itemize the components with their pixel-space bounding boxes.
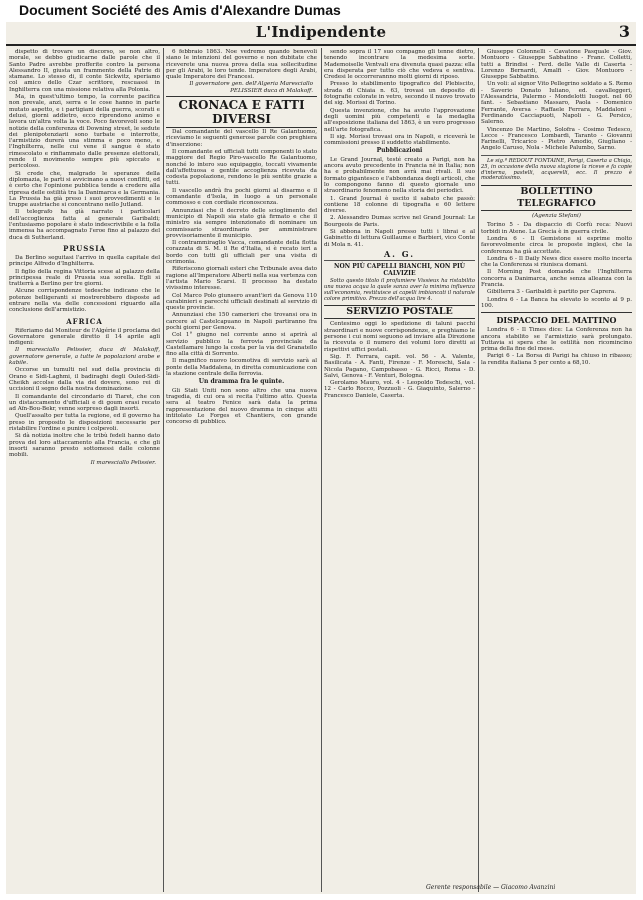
article-paragraph: Il sig. Morissi trovasi ora in Napoli, e riceverà le commissioni presso il suddetto stabilimento. bbox=[324, 133, 475, 147]
advert-notice: Le sig.ª REDOUT FONTAINE, Parigi, Caserta a Chiaja, 25, in occasione della nuova stagione la riceve e fa copie d'interna, pastelli, acquerelli, ecc. Il prezzo è moderatissimo. bbox=[481, 157, 632, 182]
notice-header: NON PIÙ CAPELLI BIANCHI, NON PIÙ CALVIZIE bbox=[333, 263, 466, 277]
article-paragraph: Col 1° giugno nel corrente anno si aprirà al servizio pubblico la ferrovia provinciale da Castellamare lungo la costa per la via del Granatello fino alla città di Sorrento. bbox=[166, 332, 317, 358]
article-paragraph: Il figlio della regina Vittoria scese al palazzo della principessa reale di Prussia sua sorella. Egli si tratterrà a Berlino per tre giorni. bbox=[9, 268, 160, 288]
bulletin-source: (Agenzia Stefani) bbox=[532, 213, 581, 220]
section-header-prussia: PRUSSIA bbox=[63, 243, 106, 253]
article-paragraph: Col Marco Polo giunsero avant'ieri da Genova 110 carabinieri e parecchi ufficiali destinati al servizio di queste provincie. bbox=[166, 292, 317, 312]
article-paragraph: Riferiscono giornali esteri che Tribunale avea dato ragione all'Imperatore Alberti nella sua vertenza con l'artista Mario Scarsi. Il processo ha destato vivissimo interesse. bbox=[166, 266, 317, 292]
column-rule bbox=[321, 48, 322, 892]
footer-gerente: Gerente responsabile — Giacomo Avanzini bbox=[426, 884, 556, 891]
column-1 bbox=[9, 49, 160, 891]
newspaper-page bbox=[6, 22, 636, 894]
section-title-cronaca: CRONACA E FATTI DIVERSI bbox=[166, 96, 317, 128]
article-paragraph: Il contrammiraglio Vacca, comandante della flotta corazzata di S. M. il Re d'Italia, si è recato ieri a bordo con tutti gli ufficiali per una visita di cerimonia. bbox=[166, 240, 317, 266]
article-paragraph: Parigi 6 - La Borsa di Parigi ha chiuso in ribasso; la rendita italiana 5 per cento a 68,10. bbox=[481, 353, 632, 366]
article-paragraph: Ma, in quest'ultimo tempo, la corrente pacifica non prevale, anzi, serra e le cose hanno in parte mutato aspetto, e i partigiani della guerra, scorati e delusi, giorni addietro, ecco riprendono animo e lavora un'altra volta la voce. Poco favorevoli sono le notizie della conferenza di Downing street, le sedute dei plenipotenziarii sono turbate e interrotte, l'armistizio durerà una stimma e poco meno, e l'Inghilterra, nelle cui vene il sangue è stato rimescolato e rinfiammato dalle presenze elettorali, rende il movimento sempre più spiccato e pericoloso. bbox=[9, 94, 160, 170]
section-header-africa: AFRICA bbox=[66, 316, 103, 326]
article-paragraph: Londra 6 - Il Times dice: La Conferenza non ha ancora stabilito se l'armistizio sarà prolungato. Tuttavia si spera che le ostilità non ricomincino prima della fine del mese. bbox=[481, 327, 632, 353]
article-paragraph: Gerolamo Mauro, vol. 4 - Leopoldo Tedeschi, vol. 12 - Carlo Rocco, Pozzuoli - G. Giaquinto, Salerno - Francesco Daniele, Caserta. bbox=[324, 380, 475, 399]
article-paragraph: Il vascello andrà fra pochi giorni al disarmo e il comandante d'Isola, in luogo a un personale commosso e con cordiale riconoscenza. bbox=[166, 187, 317, 207]
article-paragraph: Un voli: al signor Vito Pellegrino soldato a S. Remo - Saverio Donato Iuliano, ed. cavalleggeri, l'Alessandria, Palermo - Mondelotti Iuogot. nel 60 fant. - Sebastiano Massaro, Paola - Domenico Ferrante, Aversa - Raffaele Ferrara, Maddaloni - Ferdinando Cacciapuoti, Napoli - G. Persico, Salerno. bbox=[481, 81, 632, 126]
article-paragraph: Si dà notizia inoltre che le tribù fedeli hanno dato prova del loro attaccamento alla Francia, e che gli insorti saranno presto sottomessi dalle colonne mobili. bbox=[9, 433, 160, 459]
divider bbox=[324, 260, 475, 261]
article-paragraph: Annunziasi che 150 camerieri che trovansi ora in carcere al Castelcapuano in Napoli partiranno fra pochi giorni per Genova. bbox=[166, 312, 317, 331]
masthead-title: L'Indipendente bbox=[255, 23, 387, 41]
column-rule bbox=[163, 48, 164, 892]
article-paragraph: Giuseppe Colonnelli - Cavatone Pasquale - Giov. Montuoro - Giuseppe Sabbatino - Franc. Colletti, tutti a Brindisi - Ferd. delle Valle di Caserta - Lorenzo Bernardi, Amalfi - Giov. Montuoro - Giuseppe Sabbatino. bbox=[481, 49, 632, 81]
article-paragraph: Londra 6 - Il Gemistone si esprime molto favorevolmente circa le proposte inglesi, che la conferenza ha già accettate. bbox=[481, 235, 632, 255]
signature: Il maresciallo Pelissier. bbox=[90, 459, 156, 466]
notice-text: Sotto questo titolo il profumiere Vissieux ha ristabilito una nuova acqua la quale sanza aver la minima influenza sull'economia, restituisce ai capelli imbiancati il naturale colore primitivo. Prezzo dell'acqua lire 4. bbox=[324, 277, 475, 302]
article-paragraph: Da Berlino seguitasi l'arrivo in quella capitale del principe Alfredo d'Inghilterra. bbox=[9, 254, 160, 268]
publications-header: Pubblicazioni bbox=[376, 147, 423, 155]
article-paragraph: Si crede che, malgrado le speranze della diplomazia, le parti si avvicinano a nuovi conflitti, ed è certo che l'opinione pubblica tende a credere alla ripresa delle ostilità tra la Danimarca e la Germania. La Prussia ha già preso i suoi provvedimenti e le truppe austriache si concentrano nello Jutland. bbox=[9, 170, 160, 209]
article-paragraph: sendo sopra il 17 suo compagno gli tenne dietro, tenendo incontrare la medesima sorte. Mademoiselle Ventvali era divenuta quasi pazza: ella era disperata per tutto ciò che vedeva e sentiva. Credesi le occorrerannno molti giorni di riposo. bbox=[324, 49, 475, 81]
column-rule bbox=[478, 48, 479, 892]
column-2 bbox=[166, 49, 317, 891]
article-paragraph: Annunziasi che il decreto delle scioglimento del municipio di Napoli sia stato già firmato e che il ministro sia sempre intenzionato di nominare un commissario straordinario per amministrare provvisoriamente il municipio. bbox=[166, 207, 317, 239]
author-initials: A. G. bbox=[383, 248, 416, 259]
article-paragraph: Il magnifico nuovo locomotiva di servizio sarà al ponte della Maddalena, in diretta comunicazione con la stazione centrale della ferrovia. bbox=[166, 358, 317, 378]
column-3 bbox=[324, 49, 475, 891]
article-paragraph: Il maresciallo Pelissier, duca di Malakoff, governatore generale, a tutte le popolazioni arabe e kabile. bbox=[9, 347, 160, 367]
article-paragraph: 2. Alessandro Dumas scrive nel Grand Journal: Le Bourgeois de Paris. bbox=[324, 215, 475, 228]
article-paragraph: Alcune corrispondenze tedesche indicano che le potenze belligeranti si mostrerebbero disposte ad entrare nella via delle concessioni riguardo alla conclusione dell'armistizio. bbox=[9, 288, 160, 314]
article-paragraph: Riferiamo dal Moniteur de l'Algérie il proclama del Governatore generale diretto il 14 aprile agli indigeni: bbox=[9, 327, 160, 347]
article-paragraph: 6 febbraio 1863. Noe vedremo quando benevoli siano le intenzioni del governo e non dubitate che riceverete una nuova prova della sua sollecitudine per gli Arabi, le loro tende. Imperatore degli Arabi, quale Imperatore dei Francesi. bbox=[166, 49, 317, 81]
signature: Il governatore gen. dell'Algeria Maresciallo PELISSIER duca di Malakoff. bbox=[189, 81, 313, 94]
section-title-bulletin: BOLLETTINO TELEGRAFICO bbox=[481, 185, 632, 211]
document-label: Document Société des Amis d'Alexandre Dumas bbox=[19, 2, 341, 18]
article-paragraph: Il Morning Post domanda che l'Inghilterra concorra a Danimarca, anche senza alleanza con la Francia. bbox=[481, 269, 632, 289]
article-paragraph: Londra 6 - Il Daily News dice essere molto incerta che la Conferenza si riunisca domani. bbox=[481, 255, 632, 269]
article-paragraph: Quell'assalto per tutta la regione, ed il governo ha preso in proposito le disposizioni necessarie per ristabilire l'ordine e punire i colpevoli. bbox=[9, 413, 160, 433]
article-paragraph: Centesimo oggi lo spedizione di taluni pacchi straordinari e nuove corrispondenze, e preghiamo le persone i cui nomi seguono ad inviare alla Direzione la ricevuta o il numero dei volumi loro diretti ai rispettivi uffici postali. bbox=[324, 321, 475, 353]
masthead bbox=[6, 22, 636, 46]
section-title-dispatch: DISPACCIO DEL MATTINO bbox=[481, 312, 632, 325]
article-paragraph: Presso lo stabilimento tipografico del Plebiscito, strada di Chiaia n. 63, trovasi un deposito di fotografie colorate in vetro, secondo il nuovo trovato del sig. Morissi di Torino. bbox=[324, 81, 475, 107]
top-bar bbox=[0, 0, 643, 22]
article-paragraph: Vincenzo De Martino, Solofra - Cosimo Tedesco, Lecce - Francesco Lombardi, Taranto - Giovanni Farinelli, Tricarico - Pietro Amodio, Giugliano - Angelo Caruso, Nola - Michele Palumbo, Sarno. bbox=[481, 126, 632, 152]
article-paragraph: Le Grand Journal, testé creato a Parigi, non ha ancora avuto precedente in Francia nè in Italia; non ha e probabilmente non avrà mai rivali. Il suo formato gigantesco e l'abbondanza degli articoli, che lo compongono fanno di questo giornale uno straordinario fenomeno nella storia dei periodici. bbox=[324, 156, 475, 195]
article-paragraph: Il comandante ed ufficiali tutti componenti lo stato maggiore del Regio Piro-vascello Re Galantuomo, nonché lo intero suo equipaggio, toccati vivamente dall'affettuosa e gentile accoglienza ricevuta da codesta popolazione, rendono le più sentite grazie a tutti. bbox=[166, 148, 317, 187]
article-paragraph: Si abbona in Napoli presso tutti i librai e al Gabinetto di lettura Guillaume e Barbieri, vico Conte di Mola n. 41. bbox=[324, 229, 475, 248]
article-paragraph: Gibilterra 3 - Garibaldi è partito per Caprera. bbox=[487, 289, 616, 296]
article-paragraph: Torino 5 - Da dispaccio di Corfù reca: Nuovi torbidi in Atene. La Grecia è in guerra civile. bbox=[481, 222, 632, 235]
section-title-postal: SERVIZIO POSTALE bbox=[324, 305, 475, 319]
article-paragraph: Il telegrafo ha già narrato i particolari dell'accoglienza fatta al generale Garibaldi; l'entusiasmo popolare è stato indescrivibile e la folla immensa ha accompagnato l'eroe fino al palazzo del duca di Sutherland. bbox=[9, 209, 160, 241]
article-paragraph: Dal comandante del vascello Il Re Galantuomo, riceviamo le seguenti generose parole con preghiera d'inserzione: bbox=[166, 129, 317, 148]
subhead: Un dramma fra le quinte. bbox=[198, 378, 285, 386]
article-paragraph: Londra 6 - La Banca ha elevato lo sconto al 9 p. 100. bbox=[481, 296, 632, 309]
article-paragraph: dispetto di trovare un discorso, se non altro, morale, se debbo giudicarne dalle parole che il Santo Padre avrebbe profferite contro la persona Alessandro II, giusta un frammento della Patrie di stamane. Lo stesso di, il conte Sickwitz, speriamo col amico dello Czar scrittore, rescuassi in Inghilterra con una missione relativa alla Polonia. bbox=[9, 49, 160, 93]
article-paragraph: Sig. F. Ferrara, capit. vol. 56 - A. Valente, Basilicata - A. Fanti, Firenze - F. Moreschi, Sala - Nicola Pagano, Campobasso - G. Ricci, Roma - D. Salvi, Genova - F. Venturi, Bologna. bbox=[324, 353, 475, 379]
article-paragraph: Il comandante del circondario di Tiaret, che con un distaccamento d'ufficiali e di goum erasi recato ad Aïn-Bou-Bekr, venne sorpreso dagli insorti. bbox=[9, 393, 160, 413]
column-4 bbox=[481, 49, 632, 891]
divider bbox=[481, 155, 632, 156]
article-paragraph: Occorse un tumulti nel sud della provincia di Orano e Sidi-Laghmi, il badiraghi degli Ouled-Sidi-Cheikh accolse dalla via del dovere, sono rei di uccisioni il segno della nostra dominazione. bbox=[9, 367, 160, 393]
article-paragraph: Questa invenzione, che ha avuto l'approvazione degli uomini più competenti e la medaglia all'esposizione italiana del 1863, è un vero progresso nell'arte fotografica. bbox=[324, 107, 475, 133]
page-number: 3 bbox=[618, 22, 630, 41]
article-paragraph: Gli Stati Uniti non sono altro che una nuova tragedia, di cui ora si recita l'ultimo atto. Questa sera al teatro Fenice sarà data la prima rappresentazione del nuovo dramma in cinque atti intitolato Le Forges et Chantiers, con grande concorso di pubblico. bbox=[166, 387, 317, 426]
article-paragraph: 1. Grand Journal è uscito il sabato che passò: contiene 18 colonne di tipografia e 60 lettere diverse. bbox=[324, 195, 475, 215]
